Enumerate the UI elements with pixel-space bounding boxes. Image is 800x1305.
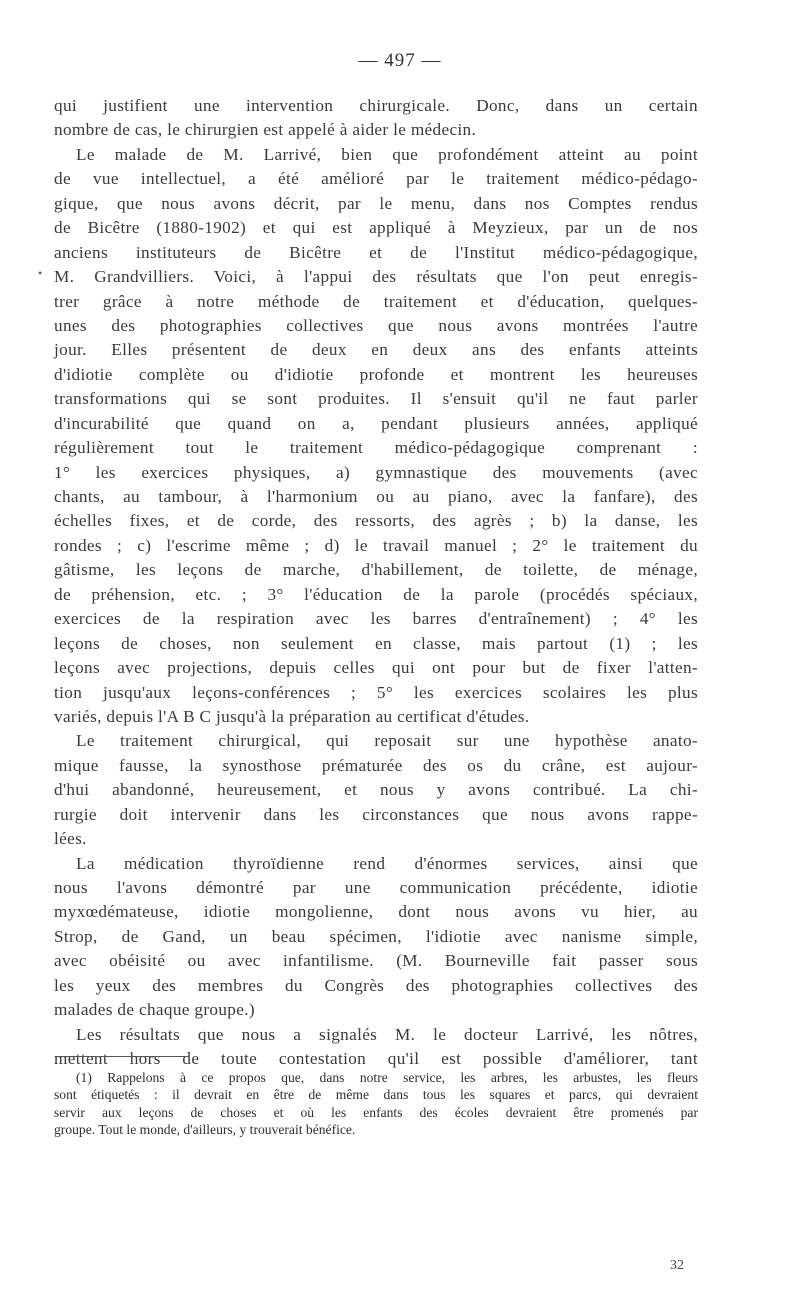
footnote	[54, 1069, 698, 1139]
footnote-rule	[56, 1056, 188, 1057]
text-line: leçons de choses, non seulement en classe, mais partout (1) ; les	[54, 633, 698, 653]
text-line: nous l'avons démontré par une communication précédente, idiotie	[54, 878, 698, 897]
text-line: variés, depuis l'A B C jusqu'à la préparation au certificat d'études.	[54, 706, 530, 726]
text-line: trer grâce à notre méthode de traitement et d'éducation, quelques-	[54, 291, 698, 311]
text-line: les yeux des membres du Congrès des photographies collectives des	[54, 975, 698, 995]
text-line: rurgie doit intervenir dans les circonstances que nous avons rappe-	[54, 804, 698, 824]
signature-mark: 32	[670, 1258, 684, 1273]
text-line: rondes ; c) l'escrime même ; d) le travail manuel ; 2° le traitement du	[54, 535, 698, 555]
text-line: chants, au tambour, à l'harmonium ou au piano, avec la fanfare), des	[54, 487, 698, 506]
text-line: 1° les exercices physiques, a) gymnastique des mouvements (avec	[54, 462, 698, 482]
text-line: de vue intellectuel, a été amélioré par le traitement médico-pédago-	[54, 169, 698, 189]
text-line: leçons avec projections, depuis celles qui ont pour but de fixer l'atten-	[54, 658, 698, 678]
footnote-line: groupe. Tout le monde, d'ailleurs, y trouverait bénéfice.	[54, 1122, 356, 1138]
text-line: régulièrement tout le traitement médico-pédagogique comprenant :	[54, 438, 698, 458]
text-line: nombre de cas, le chirurgien est appelé à aider le médecin.	[54, 120, 477, 140]
text-line: tion jusqu'aux leçons-conférences ; 5° les exercices scolaires les plus	[54, 682, 698, 702]
text-line: unes des photographies collectives que nous avons montrées l'autre	[54, 315, 698, 335]
text-line: Strop, de Gand, un beau spécimen, l'idiotie avec nanisme simple,	[54, 926, 698, 946]
text-line: d'idiotie complète ou d'idiotie profonde et montrent les heureuses	[54, 364, 698, 384]
text-line: La médication thyroïdienne rend d'énormes services, ainsi que	[76, 853, 698, 873]
text-line: échelles fixes, et de corde, des ressorts, des agrès ; b) la danse, les	[54, 511, 698, 531]
text-line: jour. Elles présentent de deux en deux ans des enfants atteints	[54, 340, 698, 360]
margin-mark: •	[38, 266, 43, 280]
text-line: d'hui abandonné, heureusement, et nous y avons contribué. La chi-	[54, 780, 698, 800]
text-line: exercices de la respiration avec les barres d'entraînement) ; 4° les	[54, 609, 698, 629]
footnote-line: sont étiquetés : il devrait en être de même dans tous les squares et parcs, qui devraient	[54, 1087, 698, 1103]
text-line: de Bicêtre (1880-1902) et qui est appliqué à Meyzieux, par un de nos	[54, 218, 698, 238]
footnote-line: (1) Rappelons à ce propos que, dans notre service, les arbres, les arbustes, les fleurs	[76, 1070, 698, 1085]
text-line: anciens instituteurs de Bicêtre et de l'Institut médico-pédagogique,	[54, 242, 698, 262]
text-line: gâtisme, les leçons de marche, d'habillement, de toilette, de ménage,	[54, 560, 698, 580]
text-line: Le traitement chirurgical, qui reposait sur une hypothèse anato-	[76, 731, 698, 751]
text-line: M. Grandvilliers. Voici, à l'appui des résultats que l'on peut enregis-	[54, 267, 698, 287]
text-line: d'incurabilité que quand on a, pendant plusieurs années, appliqué	[54, 413, 698, 433]
text-line: malades de chaque groupe.)	[54, 1000, 255, 1020]
text-line: transformations qui se sont produites. Il s'ensuit qu'il ne faut parler	[54, 389, 698, 409]
text-line: Le malade de M. Larrivé, bien que profondément atteint au point	[76, 144, 698, 164]
footnote-line: servir aux leçons de choses et où les enfants des écoles devraient être promenés par	[54, 1104, 698, 1120]
text-line: gique, que nous avons décrit, par le menu, dans nos Comptes rendus	[54, 193, 698, 213]
text-line: de préhension, etc. ; 3° l'éducation de la parole (procédés spéciaux,	[54, 584, 698, 604]
text-line: mettent hors de toute contestation qu'il est possible d'améliorer, tant	[54, 1049, 698, 1069]
text-line: avec obéisité ou avec infantilisme. (M. Bourneville fait passer sous	[54, 951, 698, 971]
text-line: qui justifient une intervention chirurgicale. Donc, dans un certain	[54, 96, 698, 115]
body-text	[54, 94, 698, 1072]
text-line: myxœdémateuse, idiotie mongolienne, dont nous avons vu hier, au	[54, 902, 698, 922]
text-line: lées.	[54, 829, 87, 849]
text-line: Les résultats que nous a signalés M. le docteur Larrivé, les nôtres,	[76, 1024, 698, 1044]
page-number: — 497 —	[358, 50, 442, 71]
text-line: mique fausse, la synosthose prématurée des os du crâne, est aujour-	[54, 755, 698, 775]
